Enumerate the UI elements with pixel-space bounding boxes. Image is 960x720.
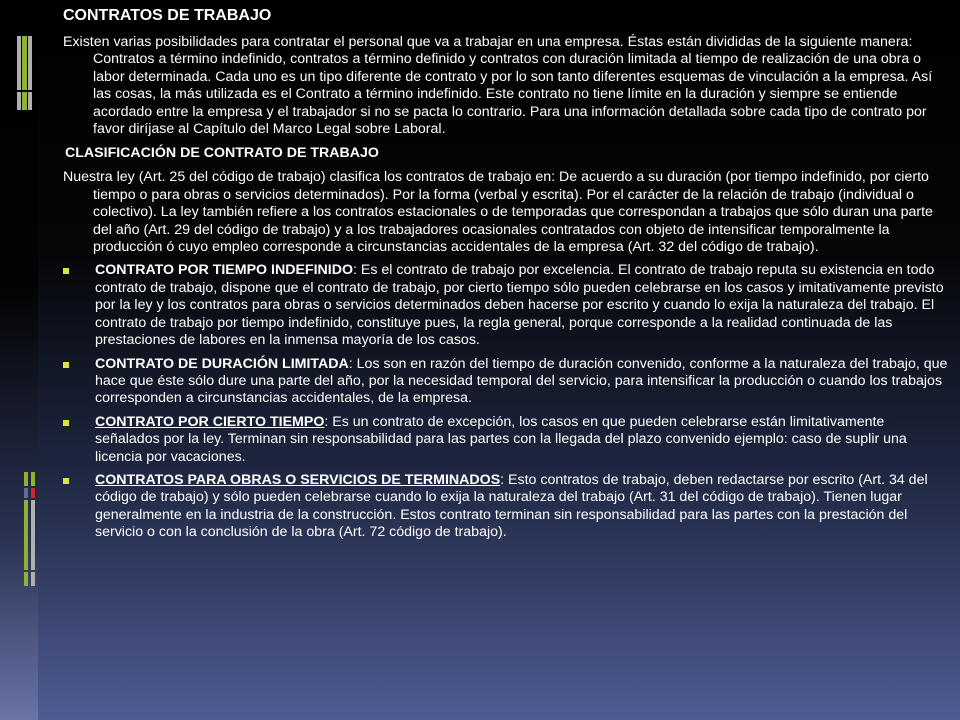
bullet-item-tiempo-indefinido — [63, 262, 948, 349]
bullet-term: CONTRATO POR CIERTO TIEMPO — [95, 413, 325, 430]
bullet-text: : Es un contrato de excepción, los casos en que pueden celebrarse están limitativamente señalados por la ley. Terminan sin responsabilidad para las partes con la llegada del plazo convenido ejemplo: caso de suplir una licencia por vacaciones. — [95, 413, 907, 465]
bullet-square-icon — [63, 478, 69, 484]
bullet-term: CONTRATOS PARA OBRAS O SERVICIOS DE TERMINADOS — [95, 471, 501, 488]
slide-content — [63, 6, 948, 548]
bullet-item-obras-servicios — [63, 472, 948, 542]
bullet-square-icon — [63, 362, 69, 368]
bullet-term: CONTRATO POR TIEMPO INDEFINIDO — [95, 262, 354, 279]
intro-paragraph: Existen varias posibilidades para contratar el personal que va a trabajar en una empresa. Éstas están divididas de la siguiente manera: Contratos a término indefinido, contratos a término definido y contratos con duración limitada al tiempo de realización de una obra o labor determinada. Cada uno es un tipo diferente de contrato y por lo son tanto diferentes esquemas de vinculación a la empresa. Así las cosas, la más utilizada es el Contrato a término indefinido. Este contrato no tiene límite en la duración y siempre se entiende acordado entre la empresa y el trabajador si no se pacta lo contrario. Para una información detallada sobre cada tipo de contrato por favor diríjase al Capítulo del Marco Legal sobre Laboral. — [63, 34, 933, 138]
slide-title: CONTRATOS DE TRABAJO — [63, 7, 272, 24]
bullet-term: CONTRATO DE DURACIÓN LIMITADA — [95, 355, 349, 372]
bullet-text: : Esto contratos de trabajo, deben redactarse por escrito (Art. 34 del código de trabajo) y sólo pueden celebrarse cuando lo exija la naturaleza del trabajo (Art. 31 del código de trabajo). Tienen lugar generalmente en la industria de la construcción. Estos contrato terminan sin responsabilidad para las partes con la prestación del servicio o con la conclusión de la obra (Art. 72 código de trabajo). — [95, 471, 928, 541]
bullet-square-icon — [63, 268, 69, 274]
bullet-text: : Es el contrato de trabajo por excelencia. El contrato de trabajo reputa su existencia en todo contrato de trabajo, dispone que el contrato de trabajo, por cierto tiempo sólo pueden celebrarse en los casos y imitativamente previsto por la ley y los contratos para obras o servicios determinados deben hacerse por escrito y cuando lo exija la naturaleza del trabajo. El contrato de trabajo por tiempo indefinido, constituye pues, la regla general, porque corresponde a la realidad continuada de las prestaciones de labores en la inmensa mayoría de los casos. — [95, 262, 944, 349]
bullet-text: : Los son en razón del tiempo de duración convenido, conforme a la naturaleza del trabajo, que hace que éste sólo dure una parte del año, por la necesidad temporal del servicio, para intensificar la producción o cuando los trabajos corresponden a circunstancias accidentales, de la empresa. — [95, 355, 948, 407]
bullet-item-cierto-tiempo — [63, 414, 948, 466]
bullet-square-icon — [63, 420, 69, 426]
section-subtitle: CLASIFICACIÓN DE CONTRATO DE TRABAJO — [65, 145, 379, 162]
bullet-item-duracion-limitada — [63, 356, 948, 408]
law-paragraph: Nuestra ley (Art. 25 del código de trabajo) clasifica los contratos de trabajo en: De acuerdo a su duración (por tiempo indefinido, por cierto tiempo o para obras o servicios determinados). Por la forma (verbal y escrita). Por el carácter de la relación de trabajo (individual o colectivo). La ley también refiere a los contratos estacionales o de temporadas que correspondan a trabajos que sólo duran una parte del año (Art. 29 del código de trabajo) y a los trabajadores ocasionales contratados con objeto de intensificar temporalmente la producción ó cuyo empleo corresponde a circunstancias accidentales de la empresa (Art. 32 del código de trabajo). — [63, 169, 933, 256]
